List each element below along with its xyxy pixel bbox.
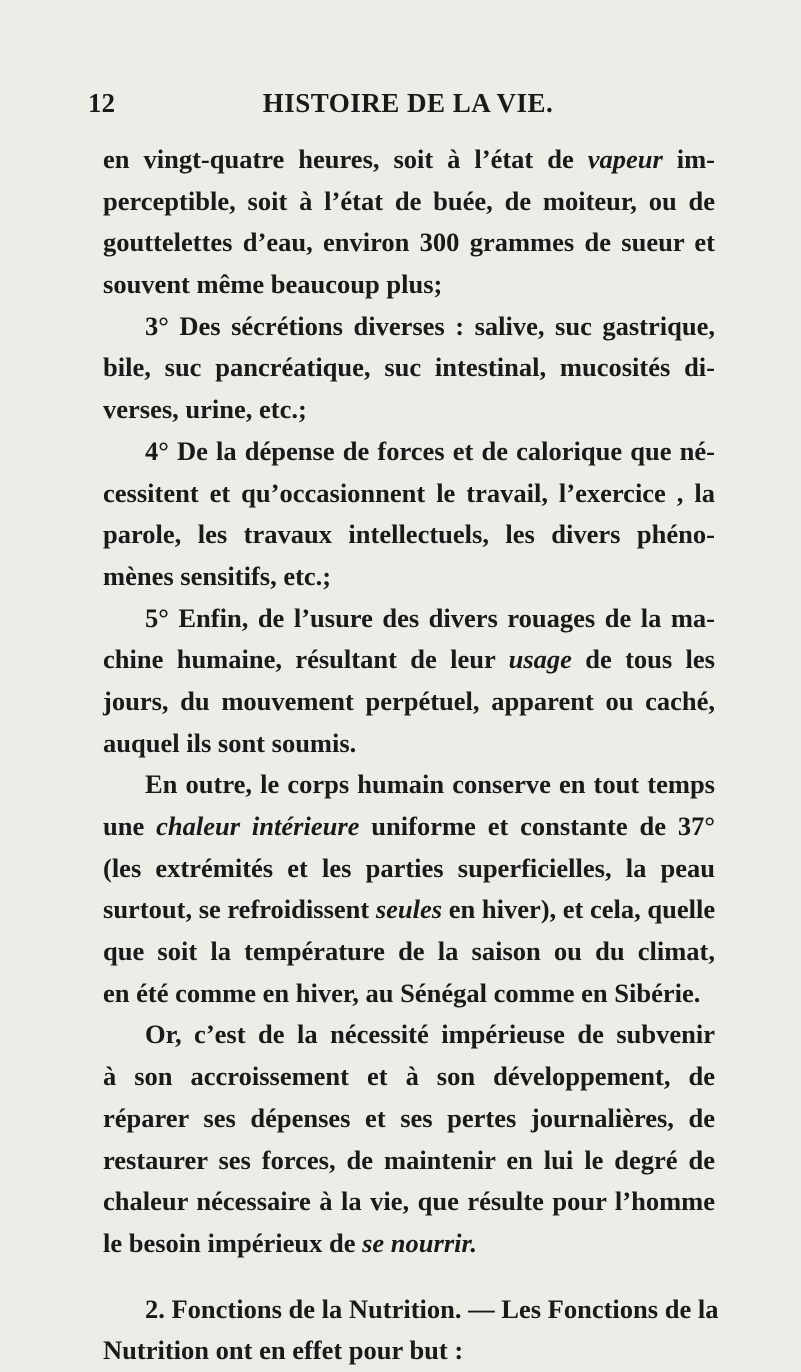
text-line: à son accroissement et à son développement, de [103,1061,715,1092]
text-line: réparer ses dépenses et ses pertes journalières, de [103,1102,715,1133]
text-line: perceptible, soit à l’état de buée, de moiteur, ou de [103,185,715,216]
text-line: que soit la température de la saison ou du climat, [103,936,715,967]
text-line: 2. Fonctions de la Nutrition. — Les Fonctions de la [145,1293,719,1324]
text-line: restaurer ses forces, de maintenir en lui le degré de [103,1144,715,1175]
text-line: Or, c’est de la nécessité impérieuse de subvenir [145,1019,715,1050]
text-line: verses, urine, etc.; [103,394,307,425]
text-line: chaleur nécessaire à la vie, que résulte pour l’homme [103,1186,715,1217]
text-line: chine humaine, résultant de leur usage de tous les [103,644,715,675]
text-line: auquel ils sont soumis. [103,727,357,758]
text-line: mènes sensitifs, etc.; [103,560,332,591]
italic-term: seules [375,894,443,925]
text-line: souvent même beaucoup plus; [103,269,443,300]
page-number: 12 [88,88,115,118]
section-heading: 2. Fonctions de la Nutrition. [145,1293,462,1324]
text-line: le besoin impérieux de se nourrir. [103,1227,477,1258]
page-header [88,88,728,128]
text-line: en été comme en hiver, au Sénégal comme en Sibérie. [103,977,701,1008]
text-line: cessitent et qu’occasionnent le travail, l’exercice , la [103,477,715,508]
text-line: Nutrition ont en effet pour but : [103,1335,464,1366]
section-spacer [103,1265,715,1289]
text-line: En outre, le corps humain conserve en tout temps [145,769,715,800]
text-line: en vingt-quatre heures, soit à l’état de vapeur im- [103,144,715,174]
italic-term: se nourrir. [362,1227,477,1258]
text-line: 4° De la dépense de forces et de calorique que né- [145,435,715,466]
body-text [103,139,719,1372]
text-line: parole, les travaux intellectuels, les divers phéno- [103,519,715,550]
text-line: 3° Des sécrétions diverses : salive, suc gastrique, [145,310,715,341]
italic-term: usage [508,644,572,675]
italic-term: vapeur [587,144,663,174]
running-title: HISTOIRE DE LA VIE. [262,88,554,118]
text-line: une chaleur intérieure uniforme et constante de 37° [103,811,715,841]
italic-term: chaleur intérieure [156,811,360,841]
text-line: 5° Enfin, de l’usure des divers rouages de la ma- [145,602,715,633]
text-line: gouttelettes d’eau, environ 300 grammes de sueur et [103,227,715,258]
text-line: (les extrémités et les parties superficielles, la peau [103,852,715,883]
text-line: bile, suc pancréatique, suc intestinal, mucosités di- [103,352,715,383]
text-line: surtout, se refroidissent seules en hiver), et cela, quelle [103,894,716,925]
text-line: jours, du mouvement perpétuel, apparent ou caché, [103,685,715,716]
